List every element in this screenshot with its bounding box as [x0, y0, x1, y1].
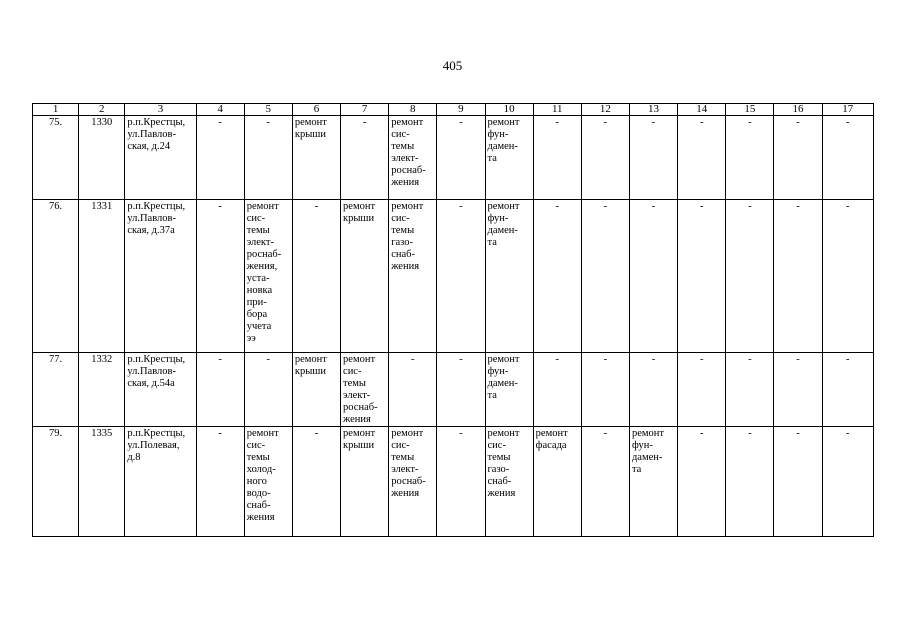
table-cell: - [581, 200, 629, 353]
table-row [33, 427, 874, 537]
column-header: 13 [629, 104, 677, 116]
table-cell: - [678, 116, 726, 200]
table-cell: - [678, 427, 726, 537]
table-cell: ремонт сис- темы элект- роснаб- жения, уста- новка при- бора учета ээ [244, 200, 292, 353]
table-cell: ремонт крыши [341, 427, 389, 537]
table-cell: ремонт фун- дамен- та [629, 427, 677, 537]
table-cell: - [292, 200, 340, 353]
table-cell: - [196, 353, 244, 427]
table-cell: - [533, 200, 581, 353]
table-cell: - [196, 427, 244, 537]
table-cell: - [822, 353, 873, 427]
table-cell: - [678, 200, 726, 353]
table-cell: 1335 [79, 427, 125, 537]
table-cell: - [774, 427, 822, 537]
table-row [33, 353, 874, 427]
column-header: 17 [822, 104, 873, 116]
table-cell: - [196, 116, 244, 200]
column-header: 2 [79, 104, 125, 116]
table-cell: ремонт сис- темы холод- ного водо- снаб- жения [244, 427, 292, 537]
column-header: 8 [389, 104, 437, 116]
column-header: 14 [678, 104, 726, 116]
table-cell: - [726, 116, 774, 200]
table-cell: - [629, 116, 677, 200]
table-cell: - [822, 116, 873, 200]
table-cell: - [341, 116, 389, 200]
table-cell: р.п.Крестцы, ул.Полевая, д.8 [125, 427, 196, 537]
table-cell: 79. [33, 427, 79, 537]
column-number-row [33, 104, 874, 116]
table-cell: - [726, 427, 774, 537]
table-cell: ремонт фун- дамен- та [485, 353, 533, 427]
table-cell: - [581, 427, 629, 537]
table-cell: - [774, 353, 822, 427]
table-cell: - [678, 353, 726, 427]
table-cell: - [629, 200, 677, 353]
table-cell: - [244, 353, 292, 427]
column-header: 7 [341, 104, 389, 116]
table-cell: ремонт фун- дамен- та [485, 200, 533, 353]
table-cell: - [726, 353, 774, 427]
table-cell: ремонт сис- темы элект- роснаб- жения [341, 353, 389, 427]
table-cell: - [533, 116, 581, 200]
table-cell: 1331 [79, 200, 125, 353]
page-number: 405 [442, 58, 463, 73]
table-cell: ремонт крыши [341, 200, 389, 353]
table-cell: ремонт сис- темы элект- роснаб- жения [389, 116, 437, 200]
table-cell: - [774, 116, 822, 200]
table-cell: - [581, 116, 629, 200]
table-cell: ремонт фасада [533, 427, 581, 537]
table-cell: ремонт сис- темы элект- роснаб- жения [389, 427, 437, 537]
table-cell: - [437, 116, 485, 200]
table-cell: 75. [33, 116, 79, 200]
table-cell: - [822, 427, 873, 537]
table-cell: ремонт сис- темы газо- снаб- жения [389, 200, 437, 353]
table-cell: - [774, 200, 822, 353]
table-cell: - [822, 200, 873, 353]
table-cell: 77. [33, 353, 79, 427]
table-cell: 76. [33, 200, 79, 353]
table-cell: - [726, 200, 774, 353]
column-header: 11 [533, 104, 581, 116]
table-cell: - [629, 353, 677, 427]
table-cell: - [292, 427, 340, 537]
repair-schedule-table [32, 103, 874, 537]
column-header: 3 [125, 104, 196, 116]
table-cell: р.п.Крестцы, ул.Павлов- ская, д.37а [125, 200, 196, 353]
column-header: 6 [292, 104, 340, 116]
table-cell: - [196, 200, 244, 353]
table-cell: р.п.Крестцы, ул.Павлов- ская, д.54а [125, 353, 196, 427]
table-row [33, 200, 874, 353]
column-header: 9 [437, 104, 485, 116]
table-cell: ремонт крыши [292, 116, 340, 200]
table-cell: - [581, 353, 629, 427]
column-header: 5 [244, 104, 292, 116]
table-cell: - [244, 116, 292, 200]
table-cell: ремонт фун- дамен- та [485, 116, 533, 200]
table-cell: - [437, 427, 485, 537]
table-cell: ремонт крыши [292, 353, 340, 427]
table-row [33, 116, 874, 200]
table-cell: - [437, 353, 485, 427]
column-header: 4 [196, 104, 244, 116]
table-cell: - [533, 353, 581, 427]
table-cell: р.п.Крестцы, ул.Павлов- ская, д.24 [125, 116, 196, 200]
column-header: 1 [33, 104, 79, 116]
column-header: 12 [581, 104, 629, 116]
column-header: 15 [726, 104, 774, 116]
table-cell: - [437, 200, 485, 353]
table-cell: 1330 [79, 116, 125, 200]
table-cell: - [389, 353, 437, 427]
column-header: 16 [774, 104, 822, 116]
table-cell: ремонт сис- темы газо- снаб- жения [485, 427, 533, 537]
column-header: 10 [485, 104, 533, 116]
table-cell: 1332 [79, 353, 125, 427]
